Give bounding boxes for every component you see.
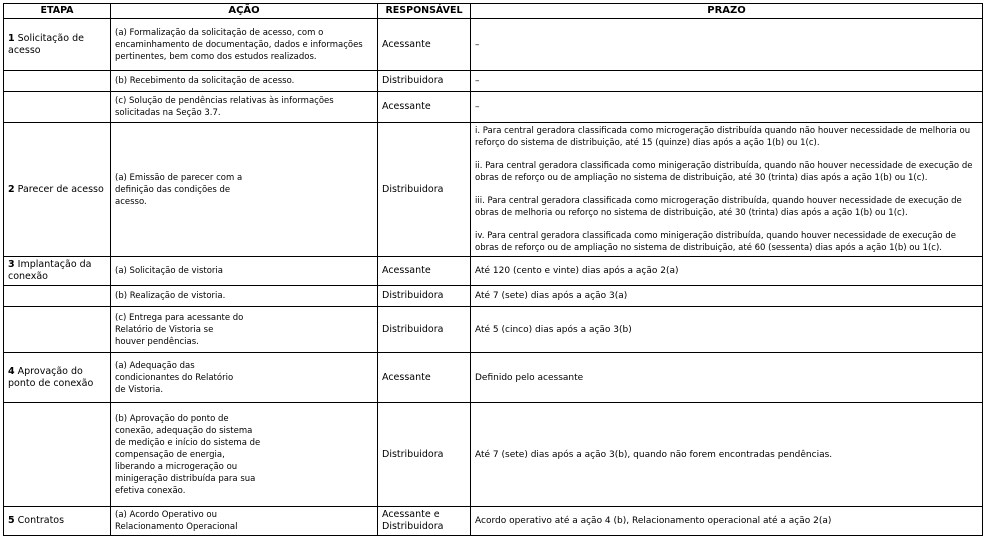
prazo-cell: –: [471, 19, 983, 71]
procedure-table: [3, 3, 983, 536]
step-number: 1: [8, 32, 15, 44]
prazo-cell: Definido pelo acessante: [471, 353, 983, 403]
etapa-cell: [4, 71, 111, 92]
acao-text: (b) Aprovação do ponto de conexão, adequação do sistema de medição e início do sistema de compensação de energia, liberando a microgeração ou minigeração distribuída para sua efetiva conexão.: [115, 413, 261, 496]
table-row: [4, 19, 983, 71]
responsavel-cell: Distribuidora: [378, 123, 471, 257]
table-row: [4, 257, 983, 286]
acao-cell: (a) Formalização da solicitação de acesso, com o encaminhamento de documentação, dados e informações pertinentes, bem como dos estudos realizados.: [111, 19, 378, 71]
prazo-item: ii. Para central geradora classificada como minigeração distribuída, quando não houver necessidade de execução de obras de reforço ou de ampliação no sistema de distribuição, até 30 (trinta) dias após a ação 1(b) ou 1(c).: [475, 161, 973, 183]
etapa-cell: [4, 19, 111, 71]
acao-cell: [111, 403, 378, 507]
responsavel-cell: Acessante: [378, 19, 471, 71]
acao-cell: [111, 507, 378, 536]
prazo-item: iv. Para central geradora classificada como minigeração distribuída, quando houver necessidade de execução de obras de reforço ou de ampliação no sistema de distribuição, até 60 (sessenta) dias após a ação 1(b) ou 1(c).: [475, 231, 956, 253]
table-row: [4, 92, 983, 123]
responsavel-cell: Acessante: [378, 92, 471, 123]
responsavel-cell: Distribuidora: [378, 286, 471, 307]
header-prazo: PRAZO: [471, 4, 983, 19]
acao-cell: [111, 353, 378, 403]
header-etapa: ETAPA: [4, 4, 111, 19]
prazo-cell: –: [471, 92, 983, 123]
acao-text: (a) Emissão de parecer com a definição das condições de acesso.: [115, 172, 243, 207]
etapa-cell: [4, 286, 111, 307]
prazo-cell: Até 7 (sete) dias após a ação 3(b), quando não forem encontradas pendências.: [471, 403, 983, 507]
etapa-cell: [4, 92, 111, 123]
acao-cell: (b) Realização de vistoria.: [111, 286, 378, 307]
step-label: Solicitação de acesso: [8, 32, 84, 56]
acao-text: (c) Entrega para acessante do Relatório de Vistoria se houver pendências.: [115, 312, 244, 347]
step-number: 2: [8, 183, 15, 195]
step-label: Contratos: [17, 515, 65, 526]
table-row: [4, 123, 983, 257]
acao-cell: (c) Solução de pendências relativas às informações solicitadas na Seção 3.7.: [111, 92, 378, 123]
responsavel-cell: Distribuidora: [378, 307, 471, 353]
responsavel-cell: Acessante e Distribuidora: [378, 507, 471, 536]
etapa-cell: [4, 403, 111, 507]
table-row: [4, 403, 983, 507]
acao-cell: [111, 307, 378, 353]
table-row: [4, 353, 983, 403]
table-row: [4, 307, 983, 353]
step-number: 3: [8, 259, 15, 270]
acao-text: (a) Acordo Operativo ou Relacionamento Operacional: [115, 510, 238, 532]
responsavel-cell: Distribuidora: [378, 403, 471, 507]
step-number: 5: [8, 515, 15, 526]
etapa-cell: [4, 353, 111, 403]
etapa-cell: [4, 257, 111, 286]
step-number: 4: [8, 365, 15, 377]
prazo-item: i. Para central geradora classificada como microgeração distribuída quando não houver necessidade de melhoria ou reforço do sistema de distribuição, até 15 (quinze) dias após a ação 1(b) ou 1(c).: [475, 126, 971, 148]
etapa-cell: [4, 123, 111, 257]
acao-cell: [111, 123, 378, 257]
acao-text: (a) Adequação das condicionantes do Relatório de Vistoria.: [115, 360, 234, 395]
step-label: Parecer de acesso: [17, 183, 104, 195]
prazo-cell: Até 7 (sete) dias após a ação 3(a): [471, 286, 983, 307]
step-label: Implantação da conexão: [8, 259, 92, 282]
prazo-cell: –: [471, 71, 983, 92]
etapa-cell: [4, 507, 111, 536]
step-label: Aprovação do ponto de conexão: [8, 365, 94, 389]
responsavel-cell: Distribuidora: [378, 71, 471, 92]
prazo-item: iii. Para central geradora classificada como microgeração distribuída, quando houver necessidade de execução de obras de melhoria ou reforço no sistema de distribuição, até 30 (trinta) dias após a ação 1(b) ou 1(c).: [475, 196, 962, 218]
table-row: [4, 507, 983, 536]
acao-cell: (a) Solicitação de vistoria: [111, 257, 378, 286]
header-acao: AÇÃO: [111, 4, 378, 19]
prazo-cell: Acordo operativo até a ação 4 (b), Relacionamento operacional até a ação 2(a): [471, 507, 983, 536]
prazo-cell: Até 120 (cento e vinte) dias após a ação 2(a): [471, 257, 983, 286]
table-header-row: [4, 4, 983, 19]
acao-cell: (b) Recebimento da solicitação de acesso.: [111, 71, 378, 92]
table-row: [4, 286, 983, 307]
header-responsavel: RESPONSÁVEL: [378, 4, 471, 19]
responsavel-cell: Acessante: [378, 257, 471, 286]
prazo-cell: [471, 123, 983, 257]
responsavel-cell: Acessante: [378, 353, 471, 403]
etapa-cell: [4, 307, 111, 353]
table-row: [4, 71, 983, 92]
prazo-cell: Até 5 (cinco) dias após a ação 3(b): [471, 307, 983, 353]
